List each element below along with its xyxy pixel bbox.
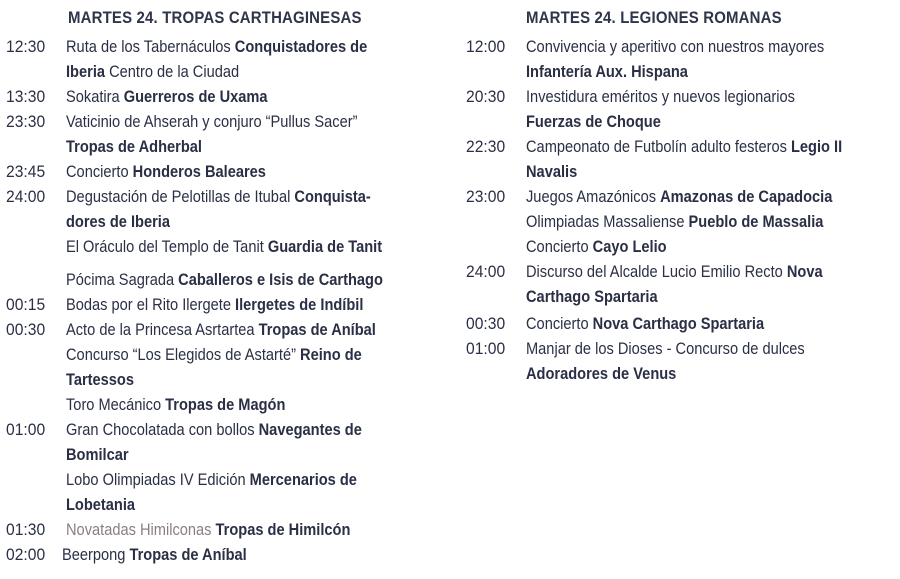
- organizer: Conquista-: [294, 187, 371, 206]
- activity: Sokatira: [66, 87, 120, 106]
- activity: Toro Mecánico: [66, 395, 162, 414]
- activity: Bodas por el Rito Ilergete: [66, 295, 231, 314]
- organizer: Ilergetes de Indíbil: [235, 295, 364, 314]
- activity: Beerpong: [62, 545, 126, 564]
- organizer: Conquistadores de: [234, 37, 368, 56]
- entry-time: 12:00: [466, 37, 506, 56]
- entry-description: [66, 234, 427, 259]
- organizer: Nova Carthago Spartaria: [592, 314, 765, 333]
- organizer: Legio II: [790, 137, 843, 156]
- organizer-cont: Navalis: [526, 162, 578, 181]
- entry-time: 13:30: [6, 87, 46, 106]
- activity: Degustación de Pelotillas de Itubal: [66, 187, 291, 206]
- organizer-cont: Iberia: [66, 62, 106, 81]
- entry-description: [66, 34, 427, 84]
- entry-description: [66, 317, 427, 342]
- organizer: Tropas de Magón: [165, 395, 286, 414]
- organizer: Guerreros de Uxama: [123, 87, 268, 106]
- activity: Campeonato de Futbolín adulto festeros: [526, 137, 787, 156]
- organizer: Tropas de Aníbal: [258, 320, 376, 339]
- organizer: Guardia de Tanit: [267, 237, 383, 256]
- entry-description: [66, 392, 427, 417]
- organizer: Tropas de Aníbal: [129, 545, 247, 564]
- organizer: Fuerzas de Choque: [526, 112, 661, 131]
- organizer: Cayo Lelio: [592, 237, 667, 256]
- activity: Convivencia y aperitivo con nuestros mayores: [526, 37, 825, 56]
- entry-description: [526, 84, 887, 134]
- activity: Olimpiadas Massaliense: [526, 212, 685, 231]
- activity: Pócima Sagrada: [66, 270, 175, 289]
- activity: Concierto: [526, 314, 589, 333]
- organizer-cont: Carthago Spartaria: [526, 287, 658, 306]
- activity: El Oráculo del Templo de Tanit: [66, 237, 264, 256]
- entry-description: [526, 134, 887, 184]
- entry-time: 02:00: [6, 545, 46, 564]
- entry-time: 01:00: [6, 420, 46, 439]
- entry-description: [66, 159, 427, 184]
- organizer: Adoradores de Venus: [526, 364, 677, 383]
- activity: Discurso del Alcalde Lucio Emilio Recto: [526, 262, 783, 281]
- section-heading: MARTES 24. TROPAS CARTHAGINESAS: [68, 8, 362, 27]
- organizer: Tropas de Himilcón: [215, 520, 351, 539]
- organizer: Honderos Baleares: [132, 162, 266, 181]
- activity: Concurso “Los Elegidos de Astarté”: [66, 345, 296, 364]
- entry-time: 23:45: [6, 162, 46, 181]
- entry-time: 00:30: [6, 320, 46, 339]
- entry-description: [66, 184, 427, 234]
- organizer: Mercenarios de: [249, 470, 357, 489]
- activity: Acto de la Princesa Asrtartea: [66, 320, 255, 339]
- organizer-cont: dores de Iberia: [66, 212, 171, 231]
- section-heading: MARTES 24. LEGIONES ROMANAS: [526, 8, 782, 27]
- entry-description: [526, 336, 887, 386]
- activity: Concierto: [66, 162, 129, 181]
- organizer: Nova: [786, 262, 823, 281]
- entry-time: 23:30: [6, 112, 46, 131]
- entry-description: [62, 542, 423, 567]
- organizer: Navegantes de: [258, 420, 362, 439]
- organizer: Reino de: [300, 345, 362, 364]
- organizer-cont: Bomilcar: [66, 445, 129, 464]
- activity: Juegos Amazónicos: [526, 187, 657, 206]
- organizer: Infantería Aux. Hispana: [526, 62, 688, 81]
- entry-description: [526, 184, 887, 209]
- activity: Manjar de los Dioses - Concurso de dulces: [526, 339, 805, 358]
- organizer: Tropas de Adherbal: [66, 137, 202, 156]
- activity: Investidura eméritos y nuevos legionarios: [526, 87, 795, 106]
- entry-description: [66, 467, 427, 517]
- entry-description: [66, 292, 427, 317]
- entry-description: [526, 34, 887, 84]
- activity: Lobo Olimpiadas IV Edición: [66, 470, 246, 489]
- entry-time: 24:00: [6, 187, 46, 206]
- entry-description: [526, 311, 887, 336]
- entry-time: 00:30: [466, 314, 506, 333]
- entry-time: 01:30: [6, 520, 46, 539]
- entry-description: [66, 517, 427, 542]
- entry-description: [66, 342, 427, 392]
- entry-description: [526, 209, 887, 234]
- entry-description: [66, 84, 427, 109]
- activity: Concierto: [526, 237, 589, 256]
- entry-time: 01:00: [466, 339, 506, 358]
- entry-time: 24:00: [466, 262, 506, 281]
- entry-description: [66, 109, 427, 159]
- entry-time: 23:00: [466, 187, 506, 206]
- activity: Novatadas Himilconas: [66, 520, 212, 539]
- entry-time: 20:30: [466, 87, 506, 106]
- entry-description: [526, 234, 887, 259]
- activity: Vaticinio de Ahserah y conjuro “Pullus Sacer”: [66, 112, 358, 131]
- entry-time: 22:30: [466, 137, 506, 156]
- organizer: Caballeros e Isis de Carthago: [178, 270, 383, 289]
- organizer: Pueblo de Massalia: [688, 212, 824, 231]
- organizer-cont: Lobetania: [66, 495, 136, 514]
- entry-description: [66, 417, 427, 467]
- location: Centro de la Ciudad: [109, 62, 240, 81]
- activity: Ruta de los Tabernáculos: [66, 37, 231, 56]
- organizer-cont: Tartessos: [66, 370, 134, 389]
- entry-description: [526, 259, 887, 309]
- entry-time: 12:30: [6, 37, 46, 56]
- organizer: Amazonas de Capadocia: [660, 187, 833, 206]
- activity: Gran Chocolatada con bollos: [66, 420, 255, 439]
- entry-description: [66, 267, 427, 292]
- entry-time: 00:15: [6, 295, 46, 314]
